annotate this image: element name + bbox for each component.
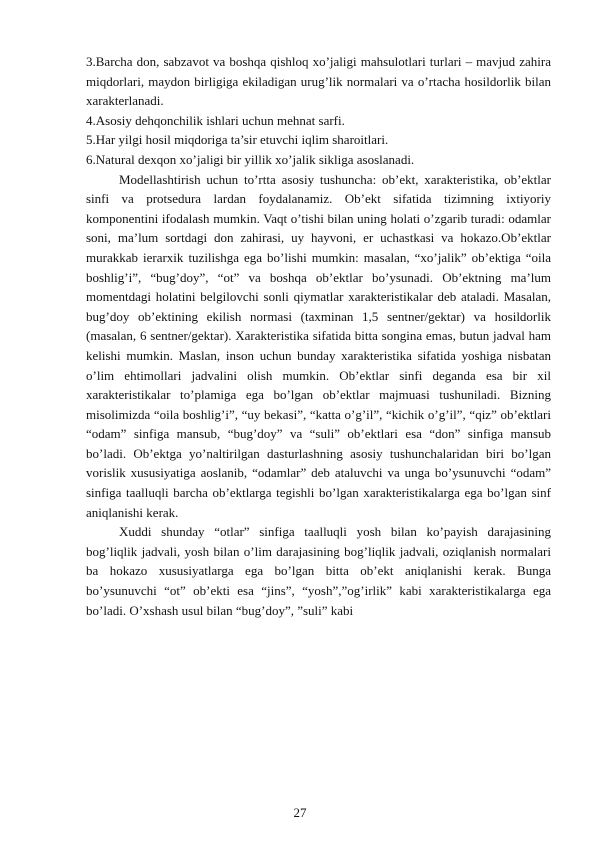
list-item: 3.Barcha don, sabzavot va boshqa qishloq xo’jaligi mahsulotlari turlari – mavjud zahira miqdorlari, maydon birligiga ekiladigan urug’lik normalari va o’rtacha hosildorlik bilan xarakterlanadi. (86, 54, 551, 109)
page-number: 27 (293, 805, 307, 820)
list-item: 6.Natural dexqon xo’jaligi bir yillik xo’jalik sikliga asoslanadi. (86, 151, 415, 167)
body-paragraph: Xuddi shunday “otlar” sinfiga taalluqli yosh bilan ko’payish darajasining bog’liqlik jadvali, yosh bilan o’lim darajasining bog’liqlik jadvali, oziqlanish normalari ba hokazo xususiyatlarga ega bo’lgan bitta ob’ekt aniqlanishi kerak. Bunga bo’ysunuvchi “ot” ob’ekti esa “jins”, “yosh”,”og’irlik” kabi xarakteristikalarga ega bo’ladi. O’xshash usul bilan “bug’doy”, ”suli” kabi (86, 524, 551, 618)
body-paragraph: Modellashtirish uchun to’rtta asosiy tushuncha: ob’ekt, xarakteristika, ob’ektlar sinfi va protsedura lardan foydalanamiz. Ob’ekt sifatida tizimning ixtiyoriy komponentini ifodalash mumkin. Vaqt o’tishi bilan uning holati o’zgarib turadi: odamlar soni, ma’lum sortdagi don zahirasi, uy hayvoni, er uchastkasi va hokazo.Ob’ektlar murakkab ierarxik tuzilishga ega bo’lishi mumkin: masalan, “xo’jalik” ob’ektiga “oila boshlig’i”, “bug’doy”, “ot” va boshqa ob’ektlar bo’ysunadi. Ob’ektning ma’lum momentdagi holatini belgilovchi sonli qiymatlar xarakteristikalar deb ataladi. Masalan, bug’doy ob’ektining ekilish normasi (taxminan 1,5 sentner/gektar) va hosildorlik (masalan, 6 sentner/gektar). Xarakteristika sifatida bitta songina emas, butun jadval ham kelishi mumkin. Maslan, inson uchun bunday xarakteristika sifatida yoshiga nisbatan o’lim ehtimollari jadvalini olish mumkin. Ob’ektlar sinfi deganda esa bir xil xarakteristikalar to’plamiga ega bo’lgan ob’ektlar majmuasi tushuniladi. Bizning misolimizda “oila boshlig’i”, “uy bekasi”, “katta o’g’il”, “kichik o’g’il”, “qiz” ob’ektlari “odam” sinfiga mansub, “bug’doy” va “suli” ob’ektlari esa “don” sinfiga mansub bo’ladi. Ob’ektga yo’naltirilgan dasturlashning asosiy tushunchalaridan biri bo’lgan vorislik xususiyatiga aoslanib, “odamlar” deb ataluvchi va unga bo’ysunuvchi “odam” sinfiga taalluqli barcha ob’ektlarga tegishli bo’lgan xarakteristikalarga ega bo’lgan sinf aniqlanishi kerak. (86, 171, 551, 520)
list-item: 4.Asosiy dehqonchilik ishlari uchun mehnat sarfi. (86, 112, 345, 128)
document-body (86, 52, 551, 620)
list-item: 5.Har yilgi hosil miqdoriga ta’sir etuvchi iqlim sharoitlari. (86, 132, 389, 148)
